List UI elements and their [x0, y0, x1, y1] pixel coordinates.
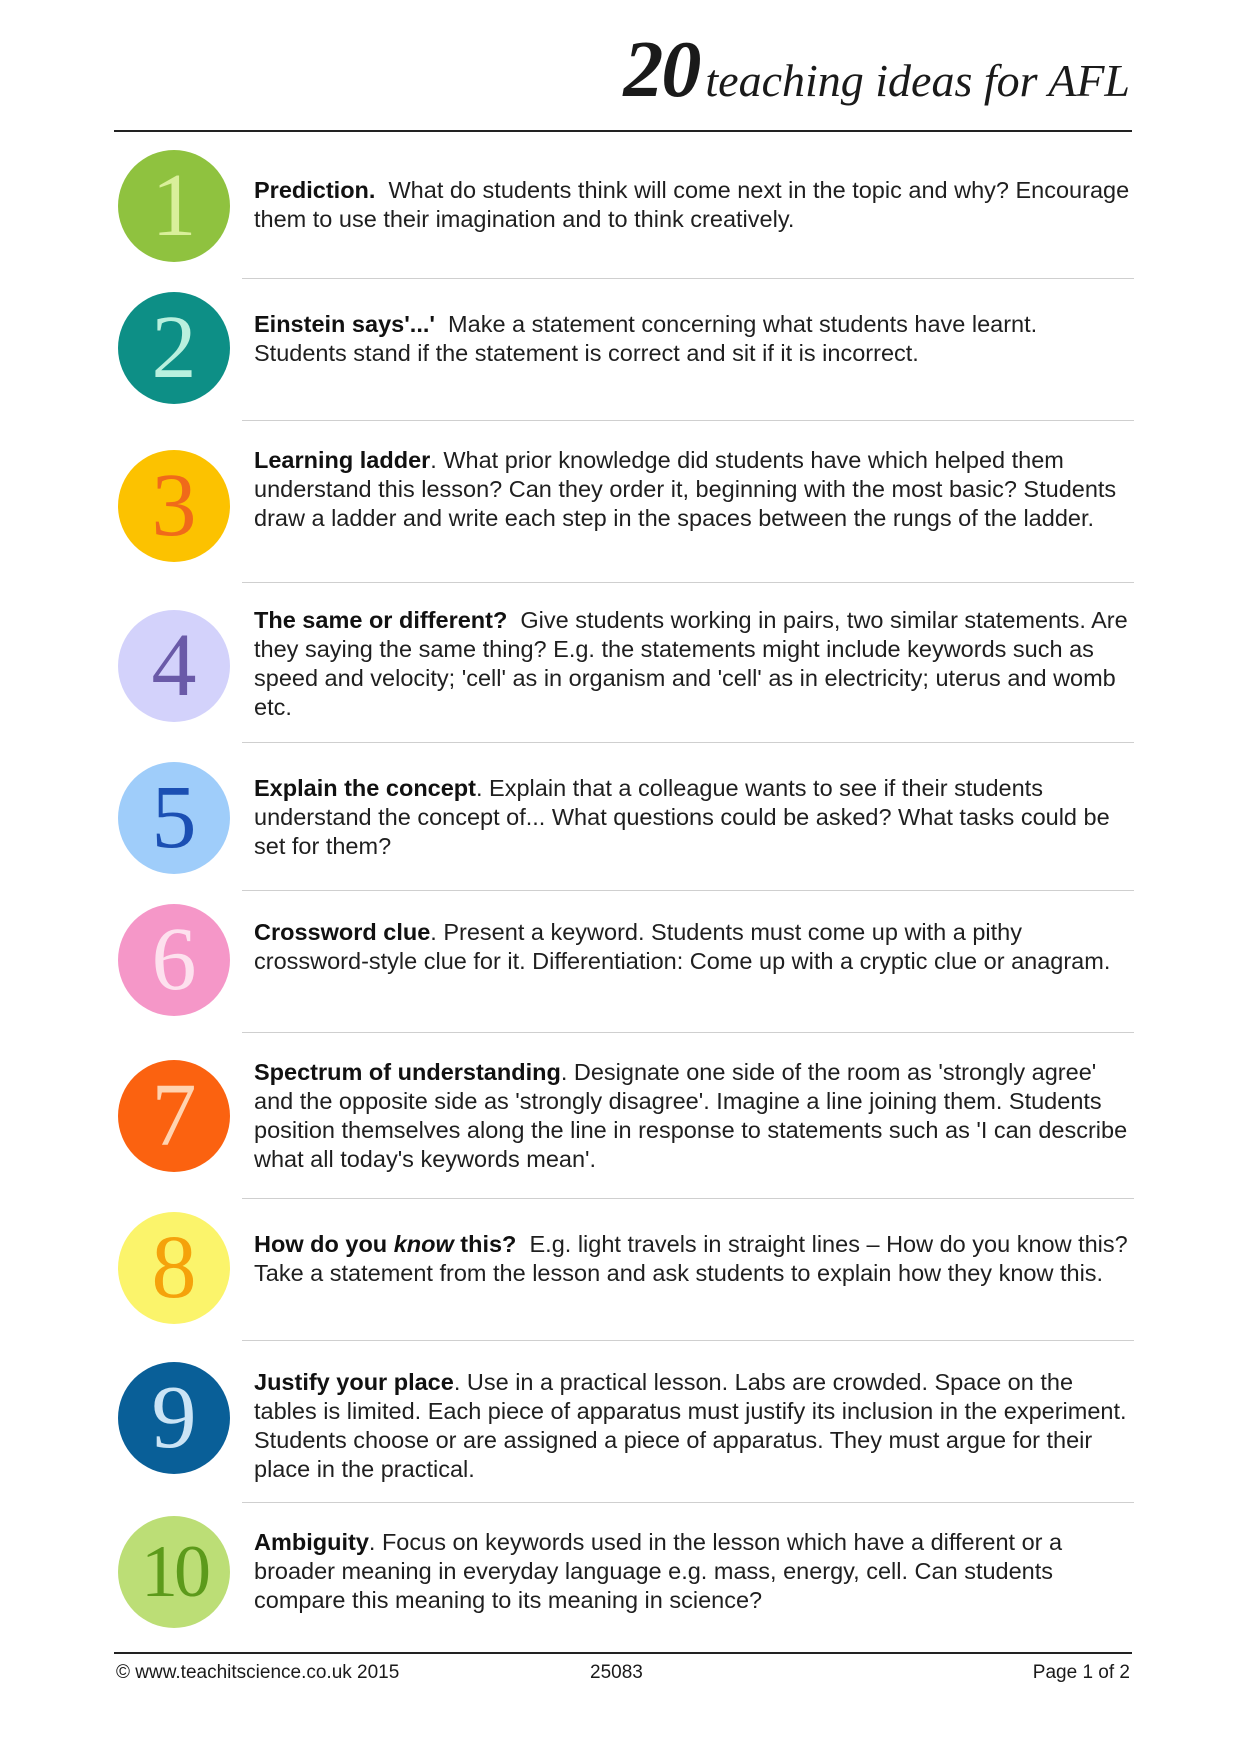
idea-number-circle [118, 1060, 230, 1172]
idea-number-circle [118, 762, 230, 874]
idea-number-circle [118, 1212, 230, 1324]
idea-number-circle [118, 450, 230, 562]
divider [242, 278, 1134, 279]
divider [242, 1198, 1134, 1199]
idea-body: . What prior knowledge did students have which helped them understand this lesson? Can they order it, beginning with the most basic? Students draw a ladder and write each step in the spaces between the rungs of the ladder. [254, 447, 1117, 531]
idea-text [254, 1230, 1134, 1288]
footer-page-number: Page 1 of 2 [1032, 1662, 1130, 1683]
idea-text [254, 1058, 1134, 1174]
idea-number-circle [118, 904, 230, 1016]
idea-body: . Use in a practical lesson. Labs are crowded. Space on the tables is limited. Each piece of apparatus must justify its inclusion in the experiment. Students choose or are assigned a piece of apparatus. They must argue for their place in the practical. [254, 1369, 1127, 1482]
idea-heading: Spectrum of understanding [254, 1059, 561, 1085]
idea-heading-prefix: How do you know this? [254, 1231, 517, 1257]
idea-body: E.g. light travels in straight lines – How do you know this? Take a statement from the lesson and ask students to explain how they know this. [254, 1231, 1128, 1286]
idea-number: 10 [141, 1531, 207, 1613]
idea-number: 2 [151, 298, 197, 397]
idea-number: 8 [151, 1218, 197, 1317]
title-number: 20 [623, 26, 700, 114]
idea-text [254, 176, 1134, 234]
footer-code: 25083 [590, 1662, 643, 1683]
divider [242, 1502, 1134, 1503]
idea-number: 6 [151, 910, 197, 1009]
page-header [114, 26, 1132, 132]
idea-heading: Ambiguity [254, 1529, 369, 1555]
footer-copyright: © www.teachitscience.co.uk 2015 [116, 1662, 400, 1683]
idea-text [254, 606, 1134, 722]
idea-number: 7 [151, 1066, 197, 1165]
idea-number-circle [118, 150, 230, 262]
title-text: teaching ideas for AFL [705, 55, 1130, 106]
idea-text [254, 1368, 1134, 1484]
idea-number: 5 [151, 768, 197, 867]
idea-number: 1 [151, 156, 197, 255]
divider [242, 890, 1134, 891]
idea-body: What do students think will come next in the topic and why? Encourage them to use their imagination and to think creatively. [254, 177, 1130, 232]
page-footer [114, 1652, 1132, 1683]
idea-heading: Learning ladder [254, 447, 431, 473]
idea-text [254, 774, 1134, 861]
idea-body: . Designate one side of the room as 'strongly agree' and the opposite side as 'strongly disagree'. Imagine a line joining them. Students position themselves along the line in response to statements such as 'I can describe what all today's keywords mean'. [254, 1059, 1128, 1172]
idea-heading: Crossword clue [254, 919, 431, 945]
idea-number-circle [118, 1516, 230, 1628]
idea-number: 4 [151, 616, 197, 715]
divider [242, 1032, 1134, 1033]
idea-text [254, 446, 1134, 533]
idea-heading: The same or different? [254, 607, 508, 633]
divider [242, 582, 1134, 583]
divider [242, 742, 1134, 743]
idea-number: 3 [151, 456, 197, 555]
idea-body: . Explain that a colleague wants to see if their students understand the concept of... What questions could be asked? What tasks could be set for them? [254, 775, 1110, 859]
idea-number: 9 [151, 1368, 197, 1467]
idea-number-circle [118, 610, 230, 722]
idea-heading: Explain the concept [254, 775, 476, 801]
idea-heading: Prediction. [254, 177, 376, 203]
idea-number-circle [118, 1362, 230, 1474]
idea-body: Give students working in pairs, two similar statements. Are they saying the same thing? E.g. the statements might include keywords such as speed and velocity; 'cell' as in organism and 'cell' as in electricity; uterus and womb etc. [254, 607, 1128, 720]
idea-number-circle [118, 292, 230, 404]
idea-text [254, 1528, 1134, 1615]
divider [242, 420, 1134, 421]
divider [242, 1340, 1134, 1341]
page-title [623, 25, 1130, 116]
idea-body: Make a statement concerning what students have learnt. Students stand if the statement is correct and sit if it is incorrect. [254, 311, 1038, 366]
idea-heading: Einstein says'...' [254, 311, 435, 337]
idea-body: . Focus on keywords used in the lesson which have a different or a broader meaning in everyday language e.g. mass, energy, cell. Can students compare this meaning to its meaning in science? [254, 1529, 1063, 1613]
idea-text [254, 918, 1134, 976]
idea-text [254, 310, 1134, 368]
idea-heading: Justify your place [254, 1369, 454, 1395]
idea-body: . Present a keyword. Students must come up with a pithy crossword-style clue for it. Differentiation: Come up with a cryptic clue or anagram. [254, 919, 1111, 974]
